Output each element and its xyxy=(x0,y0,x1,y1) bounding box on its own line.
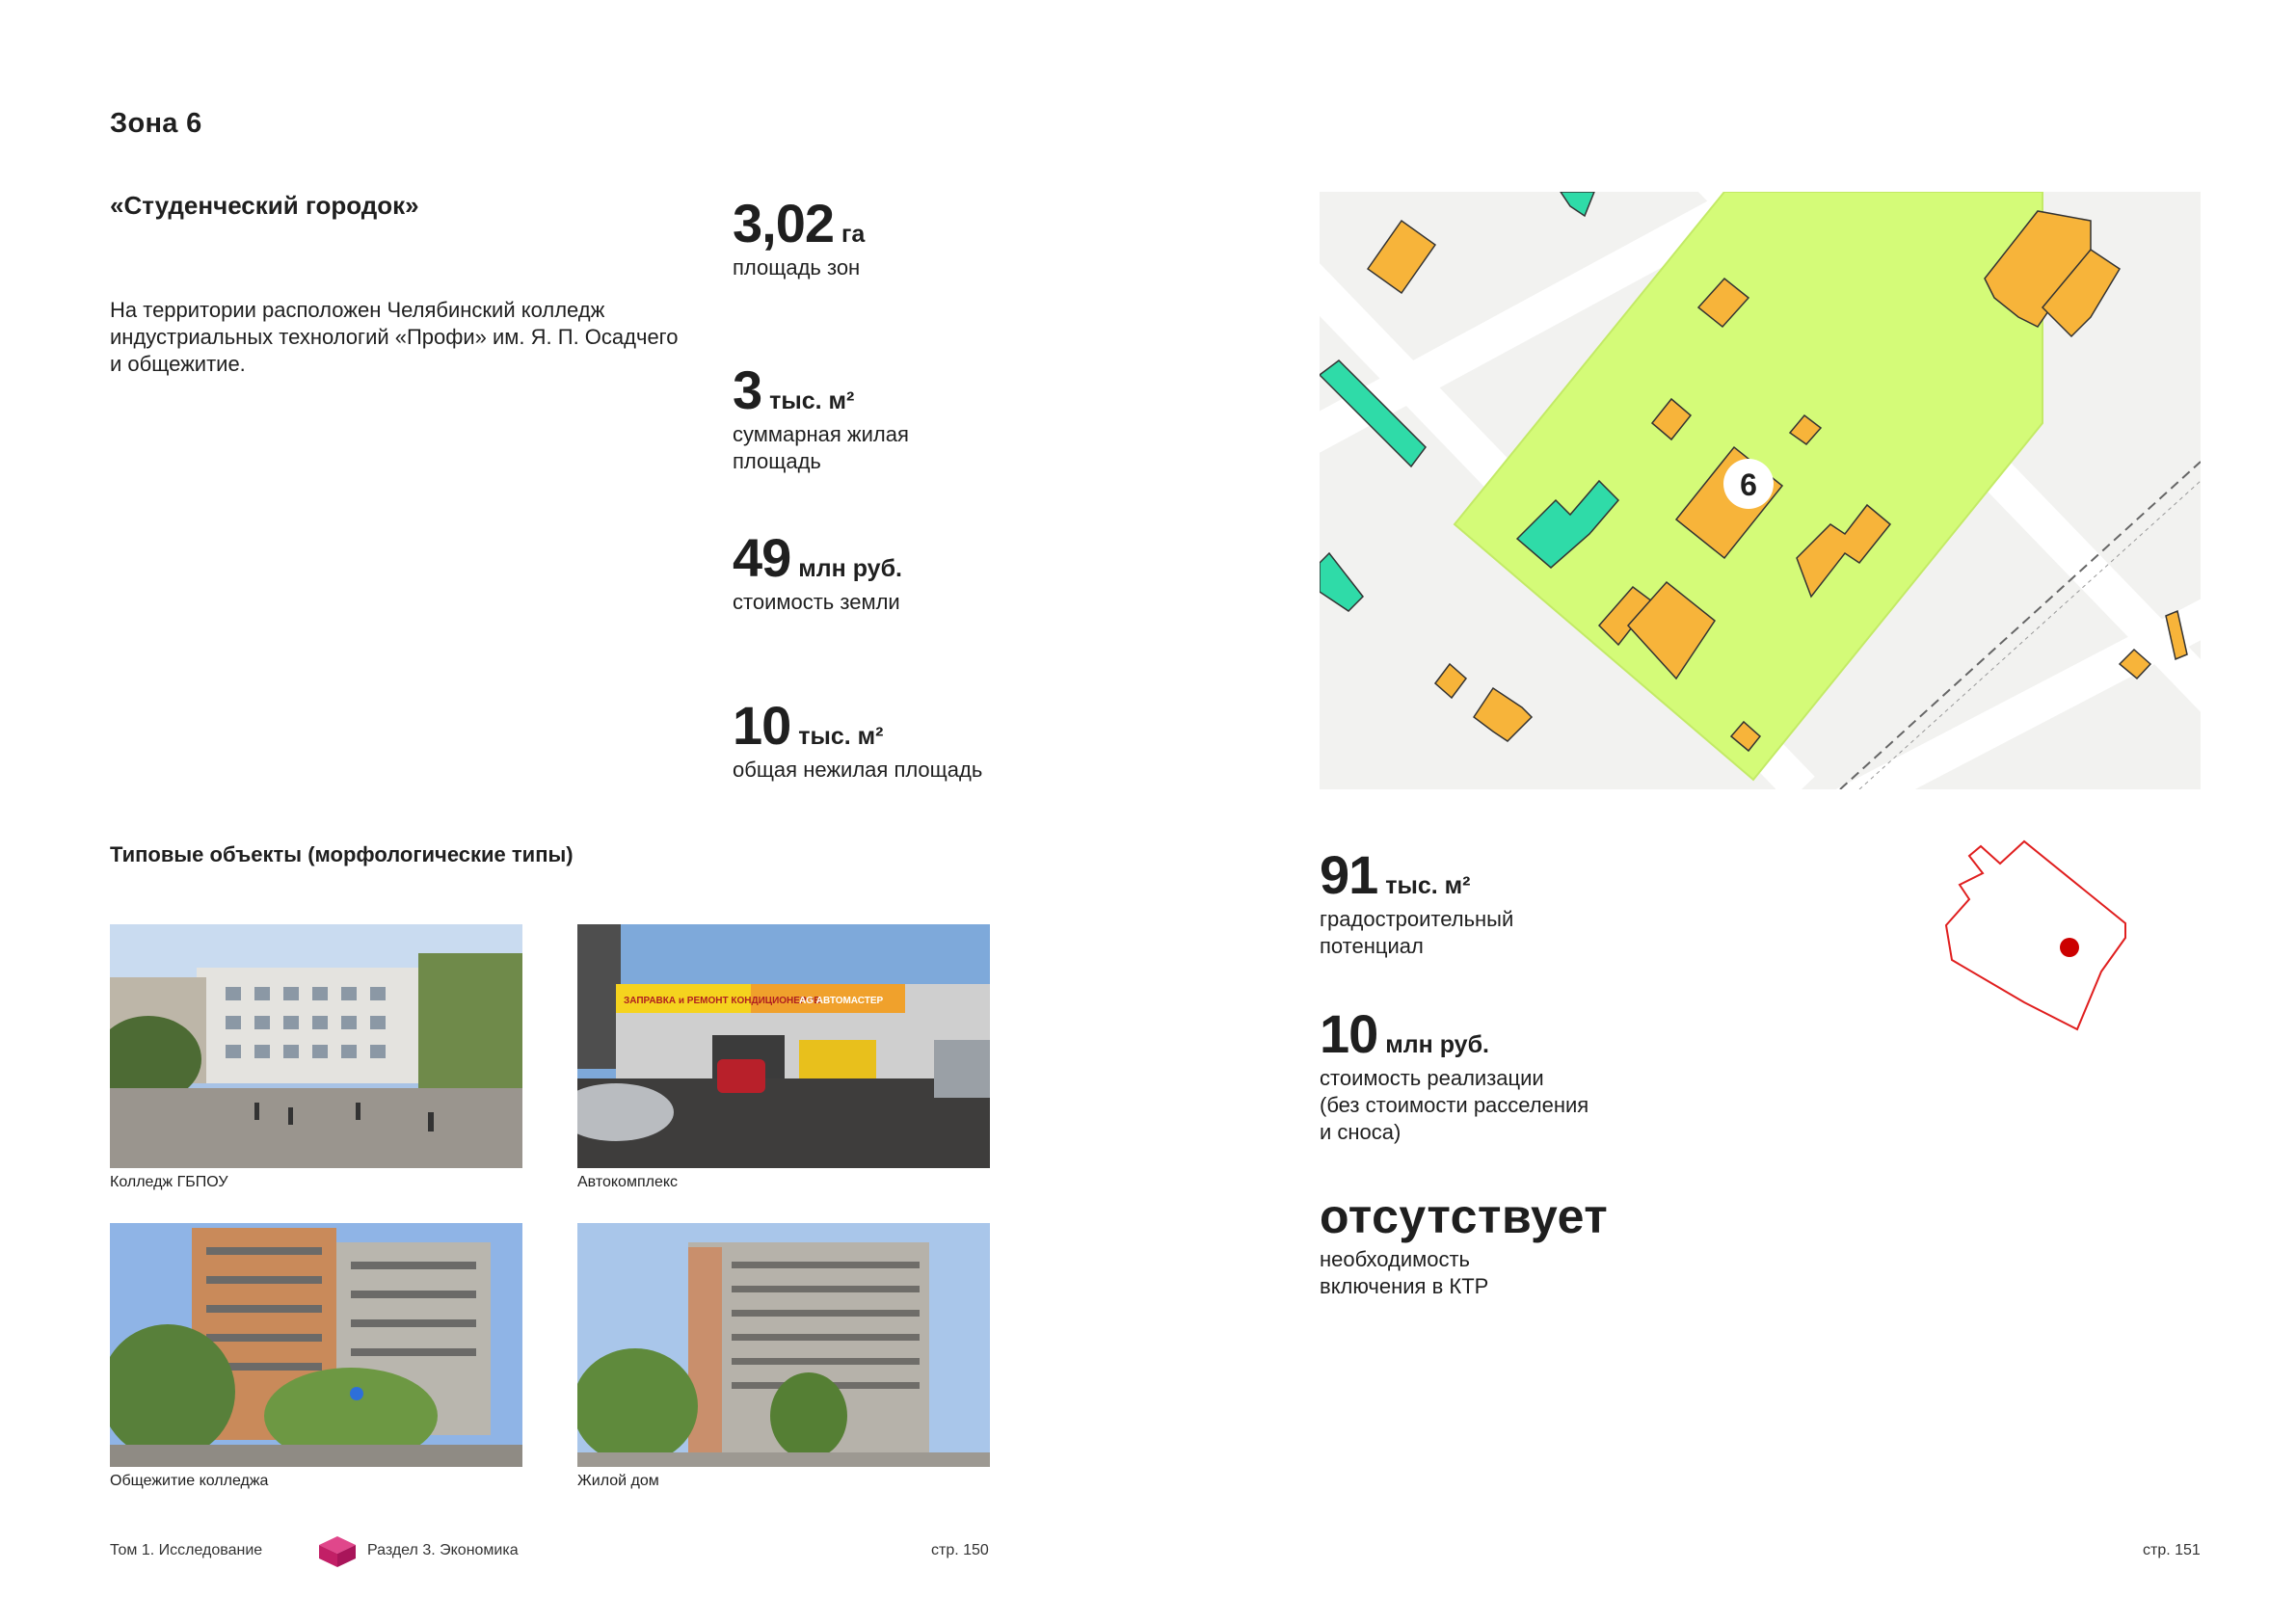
locator-zone-dot xyxy=(2060,938,2079,957)
photo-dormitory xyxy=(110,1223,522,1467)
stat-nonliving-area xyxy=(733,697,982,784)
stat-ktr-value: отсутствует xyxy=(1320,1189,1609,1243)
photo-auto-complex xyxy=(577,924,990,1168)
stat-impl-label-3: и сноса) xyxy=(1320,1120,1402,1144)
photo-residential xyxy=(577,1223,990,1467)
sign-text-2: AG АВТОМАСТЕР xyxy=(799,996,884,1006)
stat-impl-unit: млн руб. xyxy=(1385,1031,1489,1058)
stat-living-unit: тыс. м² xyxy=(769,387,855,414)
stat-potential-label-2: потенциал xyxy=(1320,934,1424,958)
stat-impl-label-2: (без стоимости расселения xyxy=(1320,1093,1589,1117)
stat-area-label: площадь зон xyxy=(733,255,861,280)
zone-title: Зона 6 xyxy=(110,108,202,139)
photo-college xyxy=(110,924,522,1168)
stat-living-value: 3 xyxy=(733,359,762,420)
stat-land-unit: млн руб. xyxy=(798,555,902,582)
zone-description: На территории расположен Челябинский колледж индустриальных технологий «Профи» им. Я. П. Осадчего и общежитие. xyxy=(110,298,679,376)
caption-dormitory: Общежитие колледжа xyxy=(110,1473,269,1489)
stat-area-unit: га xyxy=(841,221,866,248)
zone-map xyxy=(1320,192,2201,789)
locator-map xyxy=(1933,837,2135,1034)
stat-ktr-label-1: необходимость xyxy=(1320,1247,1471,1271)
stat-nonliving-unit: тыс. м² xyxy=(798,723,884,750)
zone-marker-label: 6 xyxy=(1740,467,1757,502)
caption-college: Колледж ГБПОУ xyxy=(110,1174,228,1190)
footer-section: Раздел 3. Экономика xyxy=(367,1542,519,1558)
typical-objects-heading: Типовые объекты (морфологические типы) xyxy=(110,842,574,866)
footer-volume: Том 1. Исследование xyxy=(110,1542,263,1558)
stat-land-label: стоимость земли xyxy=(733,590,900,614)
stat-area-value: 3,02 xyxy=(733,193,834,253)
section-logo-icon xyxy=(317,1534,358,1569)
caption-residential: Жилой дом xyxy=(577,1473,659,1489)
zone-name: «Студенческий городок» xyxy=(110,191,419,220)
stat-ktr-inclusion xyxy=(1320,1188,1608,1300)
stat-land-value: 49 xyxy=(733,527,791,588)
stat-impl-value: 10 xyxy=(1320,1003,1378,1064)
stat-implementation-cost xyxy=(1320,1005,1589,1146)
stat-land-cost xyxy=(733,529,902,616)
footer-page-right: стр. 151 xyxy=(2143,1542,2201,1558)
caption-auto-complex: Автокомплекс xyxy=(577,1174,679,1190)
stat-living-label-1: суммарная жилая xyxy=(733,422,909,446)
stat-impl-label-1: стоимость реализации xyxy=(1320,1066,1544,1090)
stat-nonliving-label: общая нежилая площадь xyxy=(733,758,983,782)
stat-potential-unit: тыс. м² xyxy=(1385,872,1471,899)
stat-potential-label-1: градостроительный xyxy=(1320,907,1514,931)
stat-ktr-label-2: включения в КТР xyxy=(1320,1274,1489,1298)
sign-text-1: ЗАПРАВКА и РЕМОНТ КОНДИЦИОНЕРОВ xyxy=(624,996,821,1006)
stat-nonliving-value: 10 xyxy=(733,695,791,756)
stat-potential-value: 91 xyxy=(1320,844,1378,905)
stat-urban-potential xyxy=(1320,846,1513,960)
stat-living-area xyxy=(733,361,909,475)
stat-living-label-2: площадь xyxy=(733,449,821,473)
footer-page-left: стр. 150 xyxy=(931,1542,989,1558)
stat-area xyxy=(733,195,865,281)
